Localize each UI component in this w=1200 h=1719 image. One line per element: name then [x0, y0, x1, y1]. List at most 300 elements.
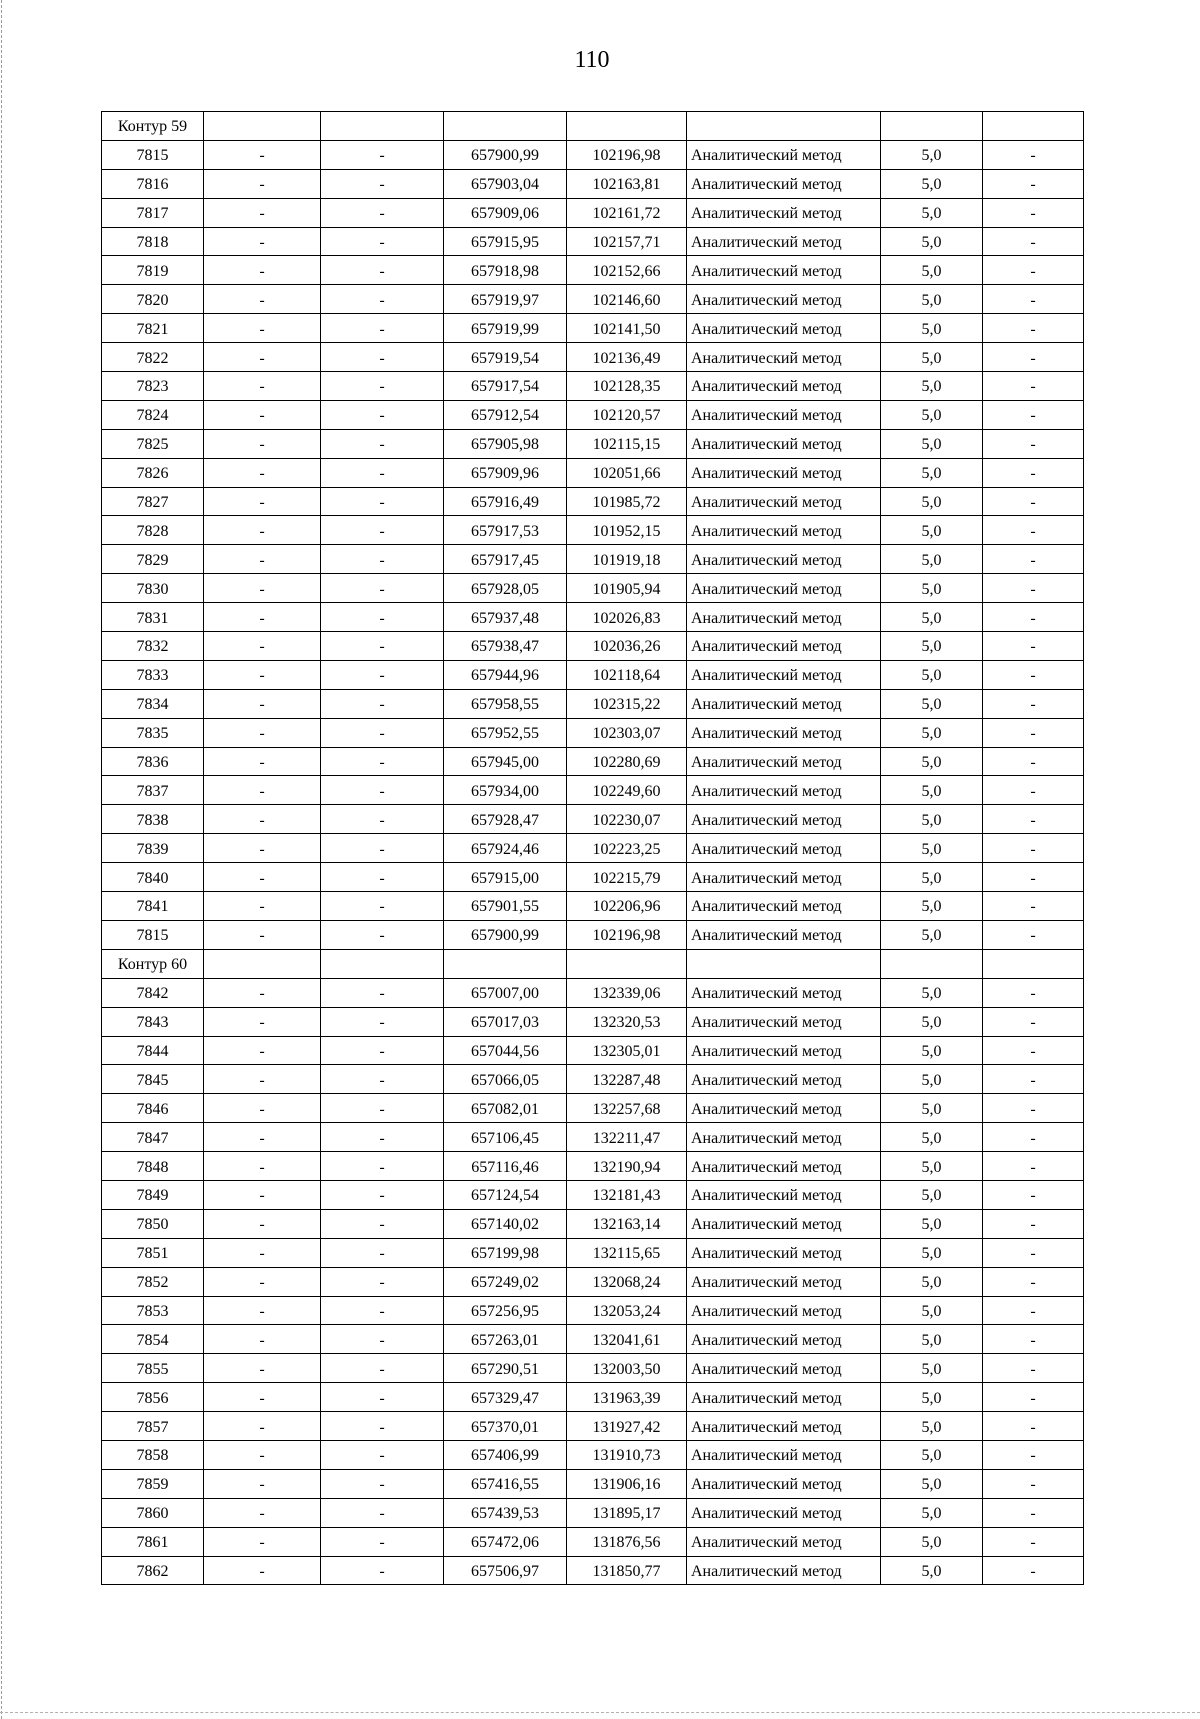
dash-cell: -: [321, 1123, 444, 1152]
point-number-cell: 7828: [102, 516, 204, 545]
table-row: [102, 1238, 1084, 1267]
accuracy-cell: 5,0: [881, 805, 983, 834]
dash-cell: -: [983, 1180, 1084, 1209]
accuracy-cell: 5,0: [881, 429, 983, 458]
x-coordinate-cell: 657900,99: [444, 140, 567, 169]
y-coordinate-cell: 102196,98: [567, 920, 687, 949]
dash-cell: -: [983, 920, 1084, 949]
point-number-cell: 7837: [102, 776, 204, 805]
method-cell: Аналитический метод: [687, 660, 881, 689]
empty-cell: [567, 112, 687, 141]
y-coordinate-cell: 131895,17: [567, 1498, 687, 1527]
contour-label: Контур 60: [102, 949, 204, 978]
empty-cell: [444, 112, 567, 141]
table-row: [102, 689, 1084, 718]
dash-cell: -: [321, 603, 444, 632]
dash-cell: -: [321, 487, 444, 516]
dash-cell: -: [983, 892, 1084, 921]
accuracy-cell: 5,0: [881, 169, 983, 198]
point-number-cell: 7840: [102, 863, 204, 892]
table-row: [102, 892, 1084, 921]
method-cell: Аналитический метод: [687, 1383, 881, 1412]
dash-cell: -: [983, 140, 1084, 169]
method-cell: Аналитический метод: [687, 1354, 881, 1383]
y-coordinate-cell: 101905,94: [567, 574, 687, 603]
dash-cell: -: [321, 458, 444, 487]
dash-cell: -: [983, 372, 1084, 401]
y-coordinate-cell: 102249,60: [567, 776, 687, 805]
point-number-cell: 7817: [102, 198, 204, 227]
method-cell: Аналитический метод: [687, 1325, 881, 1354]
dash-cell: -: [321, 372, 444, 401]
point-number-cell: 7838: [102, 805, 204, 834]
method-cell: Аналитический метод: [687, 314, 881, 343]
x-coordinate-cell: 657915,95: [444, 227, 567, 256]
accuracy-cell: 5,0: [881, 1498, 983, 1527]
y-coordinate-cell: 132287,48: [567, 1065, 687, 1094]
x-coordinate-cell: 657917,54: [444, 372, 567, 401]
accuracy-cell: 5,0: [881, 1065, 983, 1094]
table-row: [102, 400, 1084, 429]
dash-cell: -: [321, 1556, 444, 1585]
accuracy-cell: 5,0: [881, 718, 983, 747]
dash-cell: -: [321, 1527, 444, 1556]
x-coordinate-cell: 657928,05: [444, 574, 567, 603]
dash-cell: -: [321, 429, 444, 458]
coordinates-table: [101, 111, 1084, 1585]
dash-cell: -: [321, 198, 444, 227]
dash-cell: -: [204, 429, 321, 458]
dash-cell: -: [983, 776, 1084, 805]
dash-cell: -: [204, 574, 321, 603]
dash-cell: -: [983, 256, 1084, 285]
table-row: [102, 978, 1084, 1007]
y-coordinate-cell: 102223,25: [567, 834, 687, 863]
y-coordinate-cell: 132068,24: [567, 1267, 687, 1296]
y-coordinate-cell: 102230,07: [567, 805, 687, 834]
point-number-cell: 7841: [102, 892, 204, 921]
dash-cell: -: [321, 227, 444, 256]
method-cell: Аналитический метод: [687, 285, 881, 314]
method-cell: Аналитический метод: [687, 1123, 881, 1152]
dash-cell: -: [204, 285, 321, 314]
x-coordinate-cell: 657472,06: [444, 1527, 567, 1556]
method-cell: Аналитический метод: [687, 256, 881, 285]
table-row: [102, 632, 1084, 661]
dash-cell: -: [983, 863, 1084, 892]
dash-cell: -: [321, 1209, 444, 1238]
x-coordinate-cell: 657290,51: [444, 1354, 567, 1383]
table-row: [102, 285, 1084, 314]
y-coordinate-cell: 102315,22: [567, 689, 687, 718]
method-cell: Аналитический метод: [687, 169, 881, 198]
dash-cell: -: [321, 314, 444, 343]
dash-cell: -: [983, 660, 1084, 689]
dash-cell: -: [321, 892, 444, 921]
dash-cell: -: [204, 863, 321, 892]
x-coordinate-cell: 657919,97: [444, 285, 567, 314]
method-cell: Аналитический метод: [687, 834, 881, 863]
dash-cell: -: [983, 978, 1084, 1007]
dash-cell: -: [204, 1123, 321, 1152]
table-row: [102, 458, 1084, 487]
table-row: [102, 1440, 1084, 1469]
point-number-cell: 7823: [102, 372, 204, 401]
accuracy-cell: 5,0: [881, 343, 983, 372]
accuracy-cell: 5,0: [881, 689, 983, 718]
dash-cell: -: [983, 1094, 1084, 1123]
y-coordinate-cell: 102051,66: [567, 458, 687, 487]
point-number-cell: 7859: [102, 1469, 204, 1498]
point-number-cell: 7855: [102, 1354, 204, 1383]
y-coordinate-cell: 131910,73: [567, 1440, 687, 1469]
dash-cell: -: [204, 689, 321, 718]
dash-cell: -: [204, 256, 321, 285]
point-number-cell: 7820: [102, 285, 204, 314]
dash-cell: -: [204, 776, 321, 805]
accuracy-cell: 5,0: [881, 227, 983, 256]
method-cell: Аналитический метод: [687, 1440, 881, 1469]
accuracy-cell: 5,0: [881, 1267, 983, 1296]
table-row: [102, 1180, 1084, 1209]
dash-cell: -: [983, 1209, 1084, 1238]
x-coordinate-cell: 657909,06: [444, 198, 567, 227]
table-row: [102, 227, 1084, 256]
y-coordinate-cell: 102141,50: [567, 314, 687, 343]
dash-cell: -: [204, 718, 321, 747]
method-cell: Аналитический метод: [687, 458, 881, 487]
y-coordinate-cell: 101952,15: [567, 516, 687, 545]
empty-cell: [567, 949, 687, 978]
method-cell: Аналитический метод: [687, 198, 881, 227]
table-row: [102, 1007, 1084, 1036]
dash-cell: -: [321, 1354, 444, 1383]
table-row: [102, 1469, 1084, 1498]
point-number-cell: 7853: [102, 1296, 204, 1325]
dash-cell: -: [204, 314, 321, 343]
empty-cell: [444, 949, 567, 978]
x-coordinate-cell: 657915,00: [444, 863, 567, 892]
table-row: [102, 805, 1084, 834]
point-number-cell: 7849: [102, 1180, 204, 1209]
point-number-cell: 7839: [102, 834, 204, 863]
accuracy-cell: 5,0: [881, 372, 983, 401]
accuracy-cell: 5,0: [881, 1412, 983, 1441]
point-number-cell: 7842: [102, 978, 204, 1007]
table-row: [102, 920, 1084, 949]
dash-cell: -: [321, 574, 444, 603]
method-cell: Аналитический метод: [687, 689, 881, 718]
x-coordinate-cell: 657416,55: [444, 1469, 567, 1498]
accuracy-cell: 5,0: [881, 660, 983, 689]
dash-cell: -: [983, 1007, 1084, 1036]
x-coordinate-cell: 657017,03: [444, 1007, 567, 1036]
dash-cell: -: [204, 1469, 321, 1498]
x-coordinate-cell: 657905,98: [444, 429, 567, 458]
dash-cell: -: [983, 718, 1084, 747]
dash-cell: -: [983, 632, 1084, 661]
dash-cell: -: [321, 1498, 444, 1527]
empty-cell: [204, 112, 321, 141]
dash-cell: -: [983, 458, 1084, 487]
accuracy-cell: 5,0: [881, 603, 983, 632]
point-number-cell: 7847: [102, 1123, 204, 1152]
dash-cell: -: [204, 487, 321, 516]
accuracy-cell: 5,0: [881, 834, 983, 863]
table-row: [102, 1498, 1084, 1527]
dash-cell: -: [204, 660, 321, 689]
point-number-cell: 7834: [102, 689, 204, 718]
dash-cell: -: [321, 863, 444, 892]
method-cell: Аналитический метод: [687, 1036, 881, 1065]
x-coordinate-cell: 657934,00: [444, 776, 567, 805]
point-number-cell: 7862: [102, 1556, 204, 1585]
method-cell: Аналитический метод: [687, 1296, 881, 1325]
y-coordinate-cell: 131876,56: [567, 1527, 687, 1556]
empty-cell: [881, 112, 983, 141]
y-coordinate-cell: 102163,81: [567, 169, 687, 198]
dash-cell: -: [983, 834, 1084, 863]
y-coordinate-cell: 102303,07: [567, 718, 687, 747]
y-coordinate-cell: 132003,50: [567, 1354, 687, 1383]
dash-cell: -: [321, 1440, 444, 1469]
dash-cell: -: [983, 689, 1084, 718]
method-cell: Аналитический метод: [687, 343, 881, 372]
x-coordinate-cell: 657329,47: [444, 1383, 567, 1412]
x-coordinate-cell: 657007,00: [444, 978, 567, 1007]
table-row: [102, 1123, 1084, 1152]
dash-cell: -: [321, 1325, 444, 1354]
x-coordinate-cell: 657406,99: [444, 1440, 567, 1469]
accuracy-cell: 5,0: [881, 1180, 983, 1209]
point-number-cell: 7832: [102, 632, 204, 661]
y-coordinate-cell: 102157,71: [567, 227, 687, 256]
dash-cell: -: [204, 978, 321, 1007]
dash-cell: -: [321, 285, 444, 314]
dash-cell: -: [321, 1180, 444, 1209]
table-row: [102, 516, 1084, 545]
x-coordinate-cell: 657952,55: [444, 718, 567, 747]
y-coordinate-cell: 131963,39: [567, 1383, 687, 1412]
dash-cell: -: [321, 1007, 444, 1036]
accuracy-cell: 5,0: [881, 978, 983, 1007]
dash-cell: -: [983, 169, 1084, 198]
y-coordinate-cell: 102026,83: [567, 603, 687, 632]
dash-cell: -: [204, 1238, 321, 1267]
empty-cell: [983, 949, 1084, 978]
dash-cell: -: [321, 1238, 444, 1267]
x-coordinate-cell: 657116,46: [444, 1152, 567, 1181]
y-coordinate-cell: 102161,72: [567, 198, 687, 227]
empty-cell: [687, 112, 881, 141]
method-cell: Аналитический метод: [687, 1152, 881, 1181]
table-row: [102, 372, 1084, 401]
table-row: [102, 1296, 1084, 1325]
dash-cell: -: [983, 1469, 1084, 1498]
x-coordinate-cell: 657917,45: [444, 545, 567, 574]
x-coordinate-cell: 657917,53: [444, 516, 567, 545]
dash-cell: -: [983, 343, 1084, 372]
y-coordinate-cell: 102128,35: [567, 372, 687, 401]
dash-cell: -: [983, 603, 1084, 632]
dash-cell: -: [983, 1527, 1084, 1556]
y-coordinate-cell: 132339,06: [567, 978, 687, 1007]
contour-header-row: [102, 112, 1084, 141]
dash-cell: -: [321, 1094, 444, 1123]
y-coordinate-cell: 101985,72: [567, 487, 687, 516]
dash-cell: -: [204, 1094, 321, 1123]
method-cell: Аналитический метод: [687, 140, 881, 169]
dash-cell: -: [321, 747, 444, 776]
dash-cell: -: [204, 1498, 321, 1527]
accuracy-cell: 5,0: [881, 1556, 983, 1585]
dash-cell: -: [983, 805, 1084, 834]
dash-cell: -: [204, 400, 321, 429]
dash-cell: -: [204, 343, 321, 372]
method-cell: Аналитический метод: [687, 603, 881, 632]
dash-cell: -: [983, 1412, 1084, 1441]
dash-cell: -: [321, 169, 444, 198]
point-number-cell: 7827: [102, 487, 204, 516]
accuracy-cell: 5,0: [881, 574, 983, 603]
x-coordinate-cell: 657924,46: [444, 834, 567, 863]
dash-cell: -: [204, 1556, 321, 1585]
contour-label: Контур 59: [102, 112, 204, 141]
table-row: [102, 834, 1084, 863]
point-number-cell: 7824: [102, 400, 204, 429]
dash-cell: -: [983, 198, 1084, 227]
point-number-cell: 7815: [102, 140, 204, 169]
point-number-cell: 7852: [102, 1267, 204, 1296]
method-cell: Аналитический метод: [687, 516, 881, 545]
table-row: [102, 1036, 1084, 1065]
dash-cell: -: [204, 1152, 321, 1181]
x-coordinate-cell: 657106,45: [444, 1123, 567, 1152]
accuracy-cell: 5,0: [881, 314, 983, 343]
x-coordinate-cell: 657256,95: [444, 1296, 567, 1325]
table-row: [102, 660, 1084, 689]
x-coordinate-cell: 657916,49: [444, 487, 567, 516]
dash-cell: -: [983, 1036, 1084, 1065]
point-number-cell: 7844: [102, 1036, 204, 1065]
dash-cell: -: [204, 805, 321, 834]
dash-cell: -: [983, 1267, 1084, 1296]
point-number-cell: 7835: [102, 718, 204, 747]
dash-cell: -: [204, 892, 321, 921]
point-number-cell: 7860: [102, 1498, 204, 1527]
dash-cell: -: [321, 718, 444, 747]
y-coordinate-cell: 132320,53: [567, 1007, 687, 1036]
accuracy-cell: 5,0: [881, 516, 983, 545]
point-number-cell: 7856: [102, 1383, 204, 1412]
dash-cell: -: [321, 256, 444, 285]
x-coordinate-cell: 657958,55: [444, 689, 567, 718]
dash-cell: -: [983, 1440, 1084, 1469]
accuracy-cell: 5,0: [881, 1036, 983, 1065]
empty-cell: [687, 949, 881, 978]
point-number-cell: 7854: [102, 1325, 204, 1354]
dash-cell: -: [204, 1036, 321, 1065]
dash-cell: -: [204, 603, 321, 632]
point-number-cell: 7836: [102, 747, 204, 776]
dash-cell: -: [983, 1238, 1084, 1267]
dash-cell: -: [983, 1152, 1084, 1181]
y-coordinate-cell: 132190,94: [567, 1152, 687, 1181]
table-row: [102, 1412, 1084, 1441]
dash-cell: -: [204, 632, 321, 661]
x-coordinate-cell: 657903,04: [444, 169, 567, 198]
point-number-cell: 7848: [102, 1152, 204, 1181]
y-coordinate-cell: 102115,15: [567, 429, 687, 458]
x-coordinate-cell: 657370,01: [444, 1412, 567, 1441]
method-cell: Аналитический метод: [687, 805, 881, 834]
dash-cell: -: [321, 545, 444, 574]
dash-cell: -: [321, 1036, 444, 1065]
point-number-cell: 7850: [102, 1209, 204, 1238]
y-coordinate-cell: 102146,60: [567, 285, 687, 314]
y-coordinate-cell: 132181,43: [567, 1180, 687, 1209]
accuracy-cell: 5,0: [881, 198, 983, 227]
table-row: [102, 1065, 1084, 1094]
dash-cell: -: [204, 516, 321, 545]
method-cell: Аналитический метод: [687, 372, 881, 401]
table-row: [102, 1152, 1084, 1181]
table-row: [102, 1383, 1084, 1412]
point-number-cell: 7822: [102, 343, 204, 372]
x-coordinate-cell: 657066,05: [444, 1065, 567, 1094]
table-row: [102, 776, 1084, 805]
dash-cell: -: [983, 487, 1084, 516]
dash-cell: -: [204, 1267, 321, 1296]
dash-cell: -: [204, 1412, 321, 1441]
table-row: [102, 256, 1084, 285]
dash-cell: -: [204, 545, 321, 574]
method-cell: Аналитический метод: [687, 1238, 881, 1267]
dash-cell: -: [983, 1325, 1084, 1354]
point-number-cell: 7851: [102, 1238, 204, 1267]
method-cell: Аналитический метод: [687, 429, 881, 458]
method-cell: Аналитический метод: [687, 574, 881, 603]
table-row: [102, 603, 1084, 632]
x-coordinate-cell: 657918,98: [444, 256, 567, 285]
table-row: [102, 1094, 1084, 1123]
y-coordinate-cell: 102215,79: [567, 863, 687, 892]
dash-cell: -: [983, 400, 1084, 429]
accuracy-cell: 5,0: [881, 1527, 983, 1556]
dash-cell: -: [204, 1325, 321, 1354]
dash-cell: -: [983, 429, 1084, 458]
method-cell: Аналитический метод: [687, 1412, 881, 1441]
x-coordinate-cell: 657082,01: [444, 1094, 567, 1123]
y-coordinate-cell: 132211,47: [567, 1123, 687, 1152]
dash-cell: -: [983, 1354, 1084, 1383]
x-coordinate-cell: 657912,54: [444, 400, 567, 429]
dash-cell: -: [204, 169, 321, 198]
dash-cell: -: [321, 516, 444, 545]
scan-edge-left: [1, 0, 2, 1719]
table-row: [102, 545, 1084, 574]
dash-cell: -: [204, 372, 321, 401]
dash-cell: -: [321, 1383, 444, 1412]
point-number-cell: 7846: [102, 1094, 204, 1123]
dash-cell: -: [983, 1556, 1084, 1585]
accuracy-cell: 5,0: [881, 1094, 983, 1123]
table-row: [102, 1325, 1084, 1354]
dash-cell: -: [204, 1296, 321, 1325]
empty-cell: [204, 949, 321, 978]
x-coordinate-cell: 657919,54: [444, 343, 567, 372]
y-coordinate-cell: 102136,49: [567, 343, 687, 372]
